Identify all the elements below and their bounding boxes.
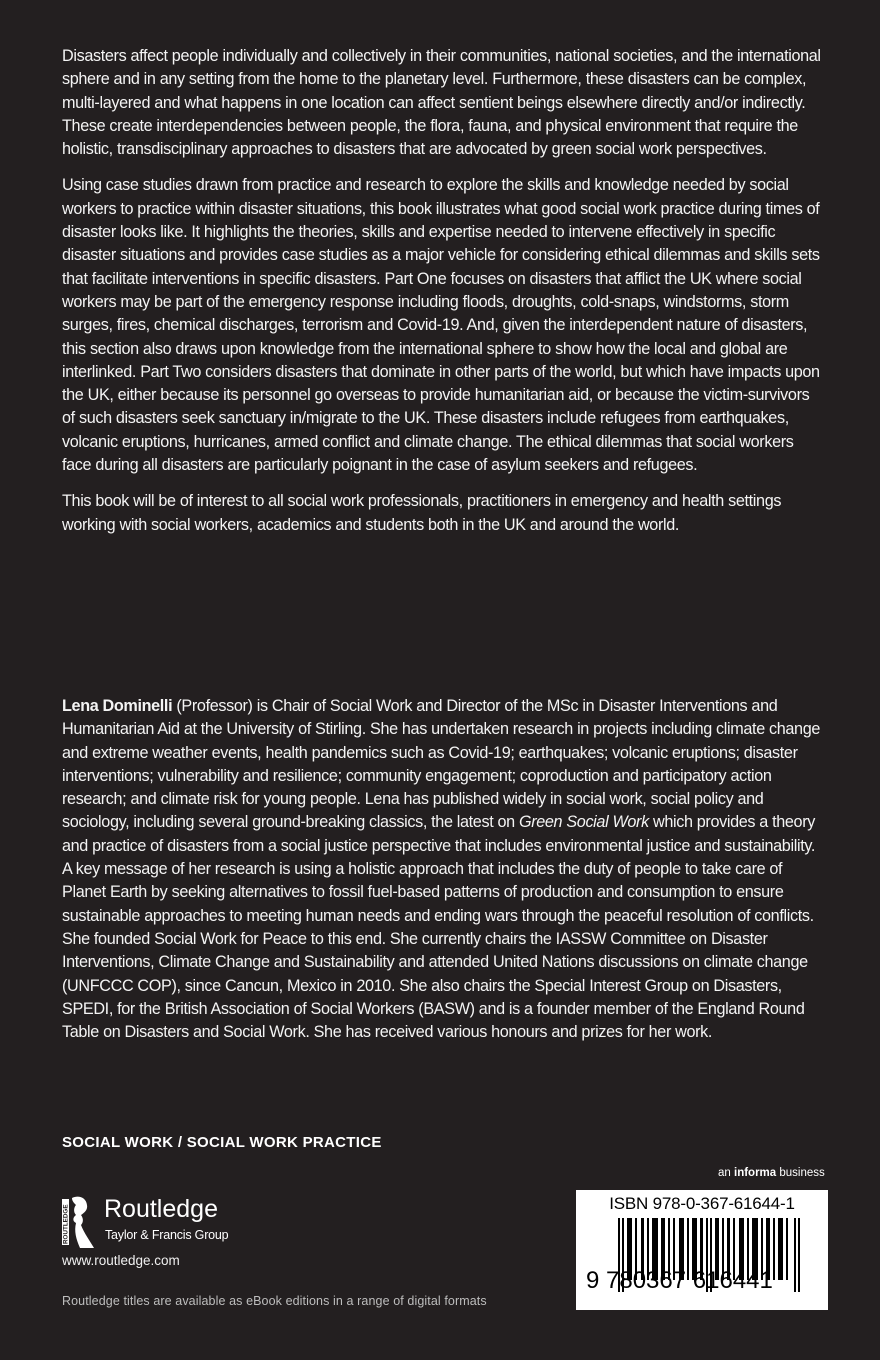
description-paragraph-1: Disasters affect people individually and collectively in their communities, national societies, and the international sphere and in any setting from the home to the planetary level. Furthermore, these disasters can be complex, multi-layered and what happens in one location can affect sentient beings elsewhere directly and/or indirectly. These create interdependencies between people, the flora, fauna, and physical environment that require the holistic, transdisciplinary approaches to disasters that are advocated by green social work perspectives.: [62, 47, 821, 159]
publisher-logo: [62, 1195, 262, 1251]
book-title-reference: Green Social Work: [518, 813, 649, 832]
bio-text-1: (Professor) is Chair of Social Work and Director of the MSc in Disaster Interventions and Humanitarian Aid at the University of Stirling. She has undertaken research in projects including climate change and extreme weather events, health pandemics such as Covid-19; earthquakes; volcanic eruptions; disaster interventions; vulnerability and resilience; community engagement; coproduction and participatory action research; and climate risk for young people. Lena has published widely in social work, social policy and sociology, including several ground-breaking classics, the latest on: [62, 697, 821, 832]
tagline-suffix: business: [779, 1167, 825, 1179]
description-paragraph-2: Using case studies drawn from practice and research to explore the skills and knowledge needed by social workers to practice within disaster situations, this book illustrates what good social work practice during times of disaster looks like. It highlights the theories, skills and expertise needed to intervene effectively in specific disaster situations and provides case studies as a major vehicle for considering ethical dilemmas and skills sets that facilitate interventions in specific disasters. Part One focuses on disasters that afflict the UK where social workers may be part of the emergency response including floods, droughts, cold-snaps, windstorms, storm surges, fires, chemical discharges, terrorism and Covid-19. And, given the interdependent nature of disasters, this section also draws upon knowledge from the international sphere to show how the local and global are interlinked. Part Two considers disasters that dominate in other parts of the world, but which have impacts upon the UK, either because its personnel go overseas to provide humanitarian aid, or because the victim-survivors of such disasters seek sanctuary in/migrate to the UK. These disasters include refugees from earthquakes, volcanic eruptions, hurricanes, armed conflict and climate change. The ethical dilemmas that social workers face during all disasters are particularly poignant in the case of asylum seekers and refugees.: [62, 176, 820, 475]
routledge-logo-icon: [62, 1195, 94, 1249]
author-bio: [62, 695, 824, 1044]
publisher-group: Taylor & Francis Group: [105, 1228, 229, 1242]
ebook-availability-note: Routledge titles are available as eBook editions in a range of digital formats: [62, 1294, 487, 1308]
description-paragraph-3: This book will be of interest to all social work professionals, practitioners in emergency and health settings working with social workers, academics and students both in the UK and around the world.: [62, 492, 782, 534]
book-description: [62, 45, 822, 550]
informa-brand: informa: [734, 1167, 777, 1179]
subject-category: SOCIAL WORK / SOCIAL WORK PRACTICE: [62, 1134, 382, 1151]
isbn-barcode-box: [576, 1190, 828, 1310]
publisher-url[interactable]: www.routledge.com: [62, 1253, 180, 1268]
informa-business-tagline: [718, 1167, 825, 1179]
barcode-digits: 9 780367 616441: [586, 1267, 773, 1294]
publisher-name: Routledge: [104, 1195, 218, 1223]
bio-text-2: which provides a theory and practice of disasters from a social justice perspective that includes environmental justice and sustainability. A key message of her research is using a holistic approach that includes the duty of people to take care of Planet Earth by seeking alternatives to fossil fuel-based patterns of production and consumption to ensure sustainable approaches to meeting human needs and ending wars through the peaceful resolution of conflicts. She founded Social Work for Peace to this end. She currently chairs the IASSW Committee on Disaster Interventions, Climate Change and Sustainability and attended United Nations discussions on climate change (UNFCCC COP), since Cancun, Mexico in 2010. She also chairs the Special Interest Group on Disasters, SPEDI, for the British Association of Social Workers (BASW) and is a founder member of the England Round Table on Disasters and Social Work. She has received various honours and prizes for her work.: [62, 813, 816, 1042]
svg-text:ROUTLEDGE: ROUTLEDGE: [62, 1204, 70, 1244]
isbn-label: ISBN 978-0-367-61644-1: [609, 1194, 795, 1213]
tagline-prefix: an: [718, 1167, 731, 1179]
author-name: Lena Dominelli: [62, 697, 173, 715]
